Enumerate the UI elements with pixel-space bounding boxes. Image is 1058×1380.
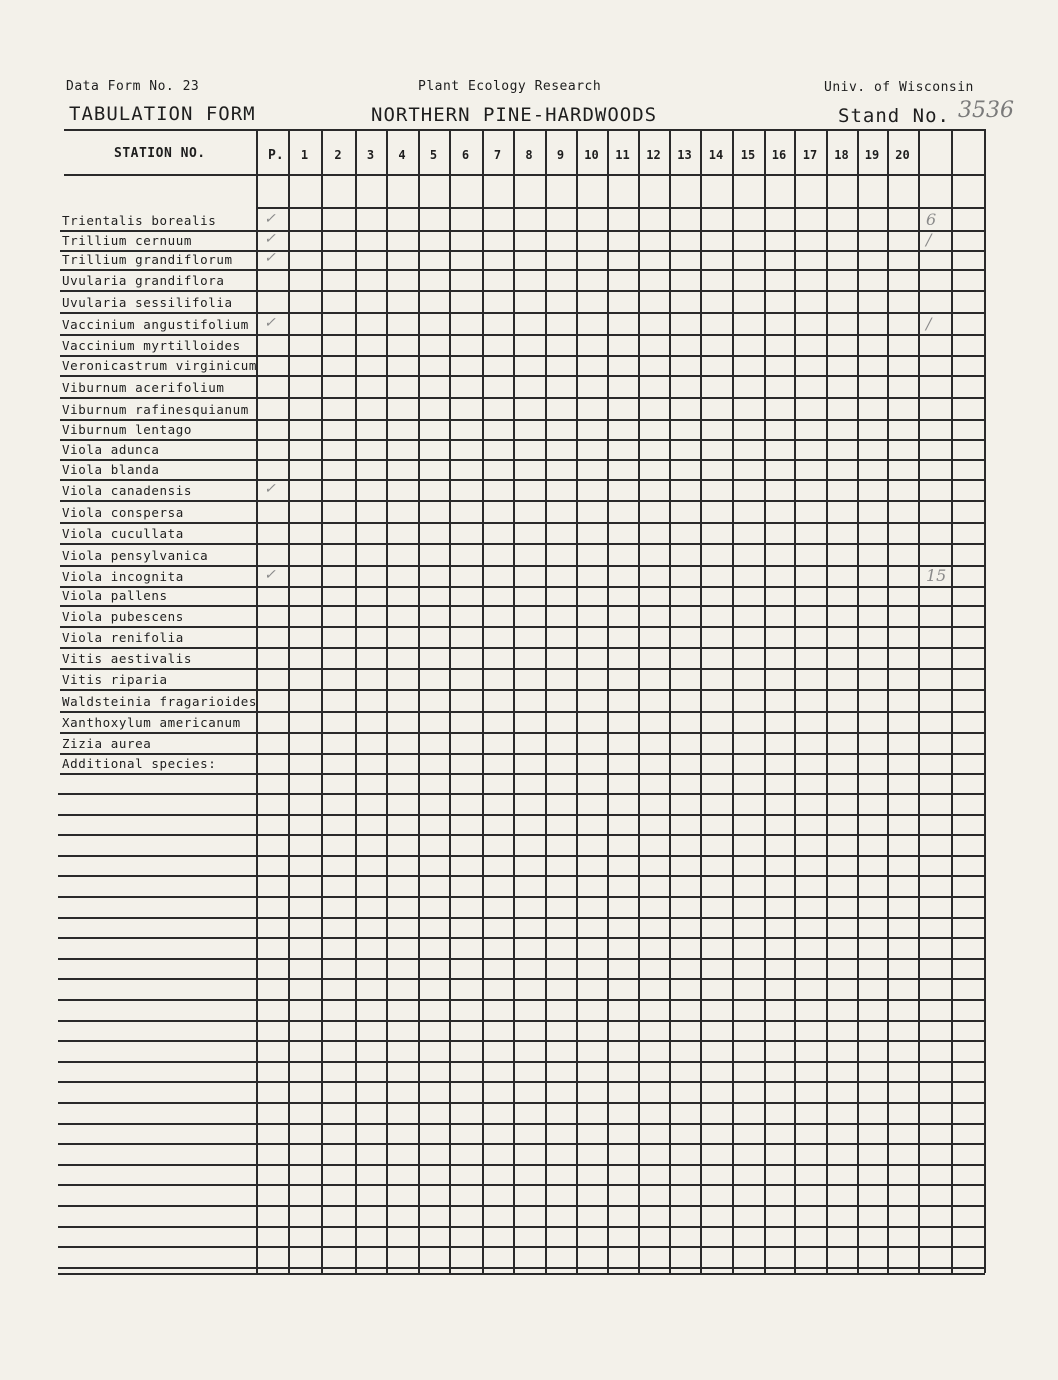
- row-rule: [60, 334, 985, 336]
- row-rule: [60, 269, 985, 271]
- species-name: Trillium cernuum: [62, 233, 193, 248]
- row-rule: [60, 543, 985, 545]
- station-header: STATION NO.: [114, 146, 206, 161]
- species-name: Viola adunca: [62, 442, 160, 457]
- blank-row-rule: [58, 1102, 985, 1104]
- presence-check: ✓: [264, 481, 276, 497]
- presence-check: ✓: [264, 315, 276, 331]
- presence-check: ✓: [264, 250, 276, 266]
- species-name: Vitis riparia: [62, 672, 168, 687]
- blank-row-rule: [256, 207, 985, 209]
- species-name: Uvularia grandiflora: [62, 273, 225, 288]
- blank-row-rule: [58, 937, 985, 939]
- blank-row-rule: [58, 1143, 985, 1145]
- species-name: Viola conspersa: [62, 505, 184, 520]
- header-bottom-rule: [64, 174, 985, 176]
- row-rule: [60, 773, 985, 775]
- blank-row-rule: [58, 1020, 985, 1022]
- row-rule: [60, 312, 985, 314]
- row-rule: [60, 586, 985, 588]
- community-title: NORTHERN PINE-HARDWOODS: [371, 104, 658, 126]
- stand-number-label: Stand No.: [838, 105, 950, 127]
- column-number: 16: [771, 148, 787, 162]
- stand-number-value: 3536: [958, 98, 1014, 123]
- form-title: TABULATION FORM: [69, 103, 256, 125]
- species-name: Trillium grandiflorum: [62, 252, 233, 267]
- blank-row-rule: [58, 855, 985, 857]
- row-rule: [60, 397, 985, 399]
- species-name: Xanthoxylum americanum: [62, 715, 241, 730]
- species-name: Viola cucullata: [62, 526, 184, 541]
- column-number: 6: [461, 148, 470, 162]
- row-rule: [60, 711, 985, 713]
- row-rule: [60, 753, 985, 755]
- species-name: Viola blanda: [62, 462, 160, 477]
- species-name: Viola incognita: [62, 569, 184, 584]
- species-name: Viburnum rafinesquianum: [62, 402, 249, 417]
- row-rule: [60, 565, 985, 567]
- row-rule: [60, 230, 985, 232]
- blank-row-rule: [58, 1246, 985, 1248]
- species-name: Uvularia sessilifolia: [62, 295, 233, 310]
- species-name: Trientalis borealis: [62, 213, 217, 228]
- column-number: 9: [556, 148, 565, 162]
- total-value: /: [926, 314, 932, 333]
- row-rule: [60, 732, 985, 734]
- column-number: 3: [366, 148, 375, 162]
- total-value: 15: [926, 566, 947, 585]
- organization: Plant Ecology Research: [418, 79, 602, 94]
- row-rule: [60, 668, 985, 670]
- column-number: 20: [895, 148, 910, 162]
- species-name: Viola pallens: [62, 588, 168, 603]
- blank-row-rule: [58, 793, 985, 795]
- row-rule: [60, 419, 985, 421]
- species-name: Viola pensylvanica: [62, 548, 209, 563]
- column-number: 4: [398, 148, 406, 162]
- column-number: 13: [677, 148, 692, 162]
- species-name: Zizia aurea: [62, 736, 152, 751]
- presence-check: ✓: [264, 211, 276, 227]
- form-number: Data Form No. 23: [66, 79, 200, 94]
- species-name: Veronicastrum virginicum: [62, 358, 258, 373]
- column-number: 19: [864, 148, 880, 162]
- species-name: Additional species:: [62, 756, 217, 771]
- column-number: 11: [615, 148, 630, 162]
- column-number: 14: [708, 148, 724, 162]
- row-rule: [60, 689, 985, 691]
- column-number: 18: [834, 148, 849, 162]
- row-rule: [60, 439, 985, 441]
- blank-row-rule: [58, 1081, 985, 1083]
- row-rule: [60, 459, 985, 461]
- species-name: Viola canadensis: [62, 483, 193, 498]
- blank-row-rule: [58, 834, 985, 836]
- blank-row-rule: [58, 1164, 985, 1166]
- blank-row-rule: [58, 1205, 985, 1207]
- row-rule: [60, 355, 985, 357]
- university: Univ. of Wisconsin: [824, 80, 974, 95]
- presence-header: P.: [268, 148, 284, 163]
- table-bottom-rule: [58, 1273, 985, 1275]
- row-rule: [60, 479, 985, 481]
- row-rule: [60, 605, 985, 607]
- species-name: Viola pubescens: [62, 609, 184, 624]
- column-number: 12: [646, 148, 661, 162]
- column-number: 10: [584, 148, 599, 162]
- total-value: 6: [926, 210, 937, 229]
- row-rule: [60, 500, 985, 502]
- blank-row-rule: [58, 1040, 985, 1042]
- table-top-rule: [64, 129, 985, 131]
- species-name: Vaccinium myrtilloides: [62, 338, 241, 353]
- presence-check: ✓: [264, 231, 276, 247]
- species-name: Waldsteinia fragarioides: [62, 694, 258, 709]
- presence-check: ✓: [264, 567, 276, 583]
- column-number: 15: [740, 148, 756, 162]
- blank-row-rule: [58, 1226, 985, 1228]
- column-number: 17: [802, 148, 818, 162]
- column-number: 7: [493, 148, 502, 162]
- blank-row-rule: [58, 999, 985, 1001]
- row-rule: [60, 626, 985, 628]
- total-value: /: [926, 230, 932, 249]
- column-number: 1: [300, 148, 309, 162]
- blank-row-rule: [58, 814, 985, 816]
- column-number: 2: [334, 148, 342, 162]
- blank-row-rule: [58, 896, 985, 898]
- blank-row-rule: [58, 875, 985, 877]
- column-number: 5: [429, 148, 438, 162]
- blank-row-rule: [58, 978, 985, 980]
- species-name: Viburnum lentago: [62, 422, 193, 437]
- blank-row-rule: [58, 917, 985, 919]
- row-rule: [60, 290, 985, 292]
- species-name: Viola renifolia: [62, 630, 184, 645]
- blank-row-rule: [58, 1267, 985, 1269]
- blank-row-rule: [58, 1184, 985, 1186]
- row-rule: [60, 522, 985, 524]
- blank-row-rule: [58, 958, 985, 960]
- row-rule: [60, 647, 985, 649]
- species-name: Vaccinium angustifolium: [62, 317, 249, 332]
- blank-row-rule: [58, 1123, 985, 1125]
- blank-row-rule: [58, 1061, 985, 1063]
- species-name: Vitis aestivalis: [62, 651, 193, 666]
- row-rule: [60, 375, 985, 377]
- species-name: Viburnum acerifolium: [62, 380, 225, 395]
- column-number: 8: [525, 148, 533, 162]
